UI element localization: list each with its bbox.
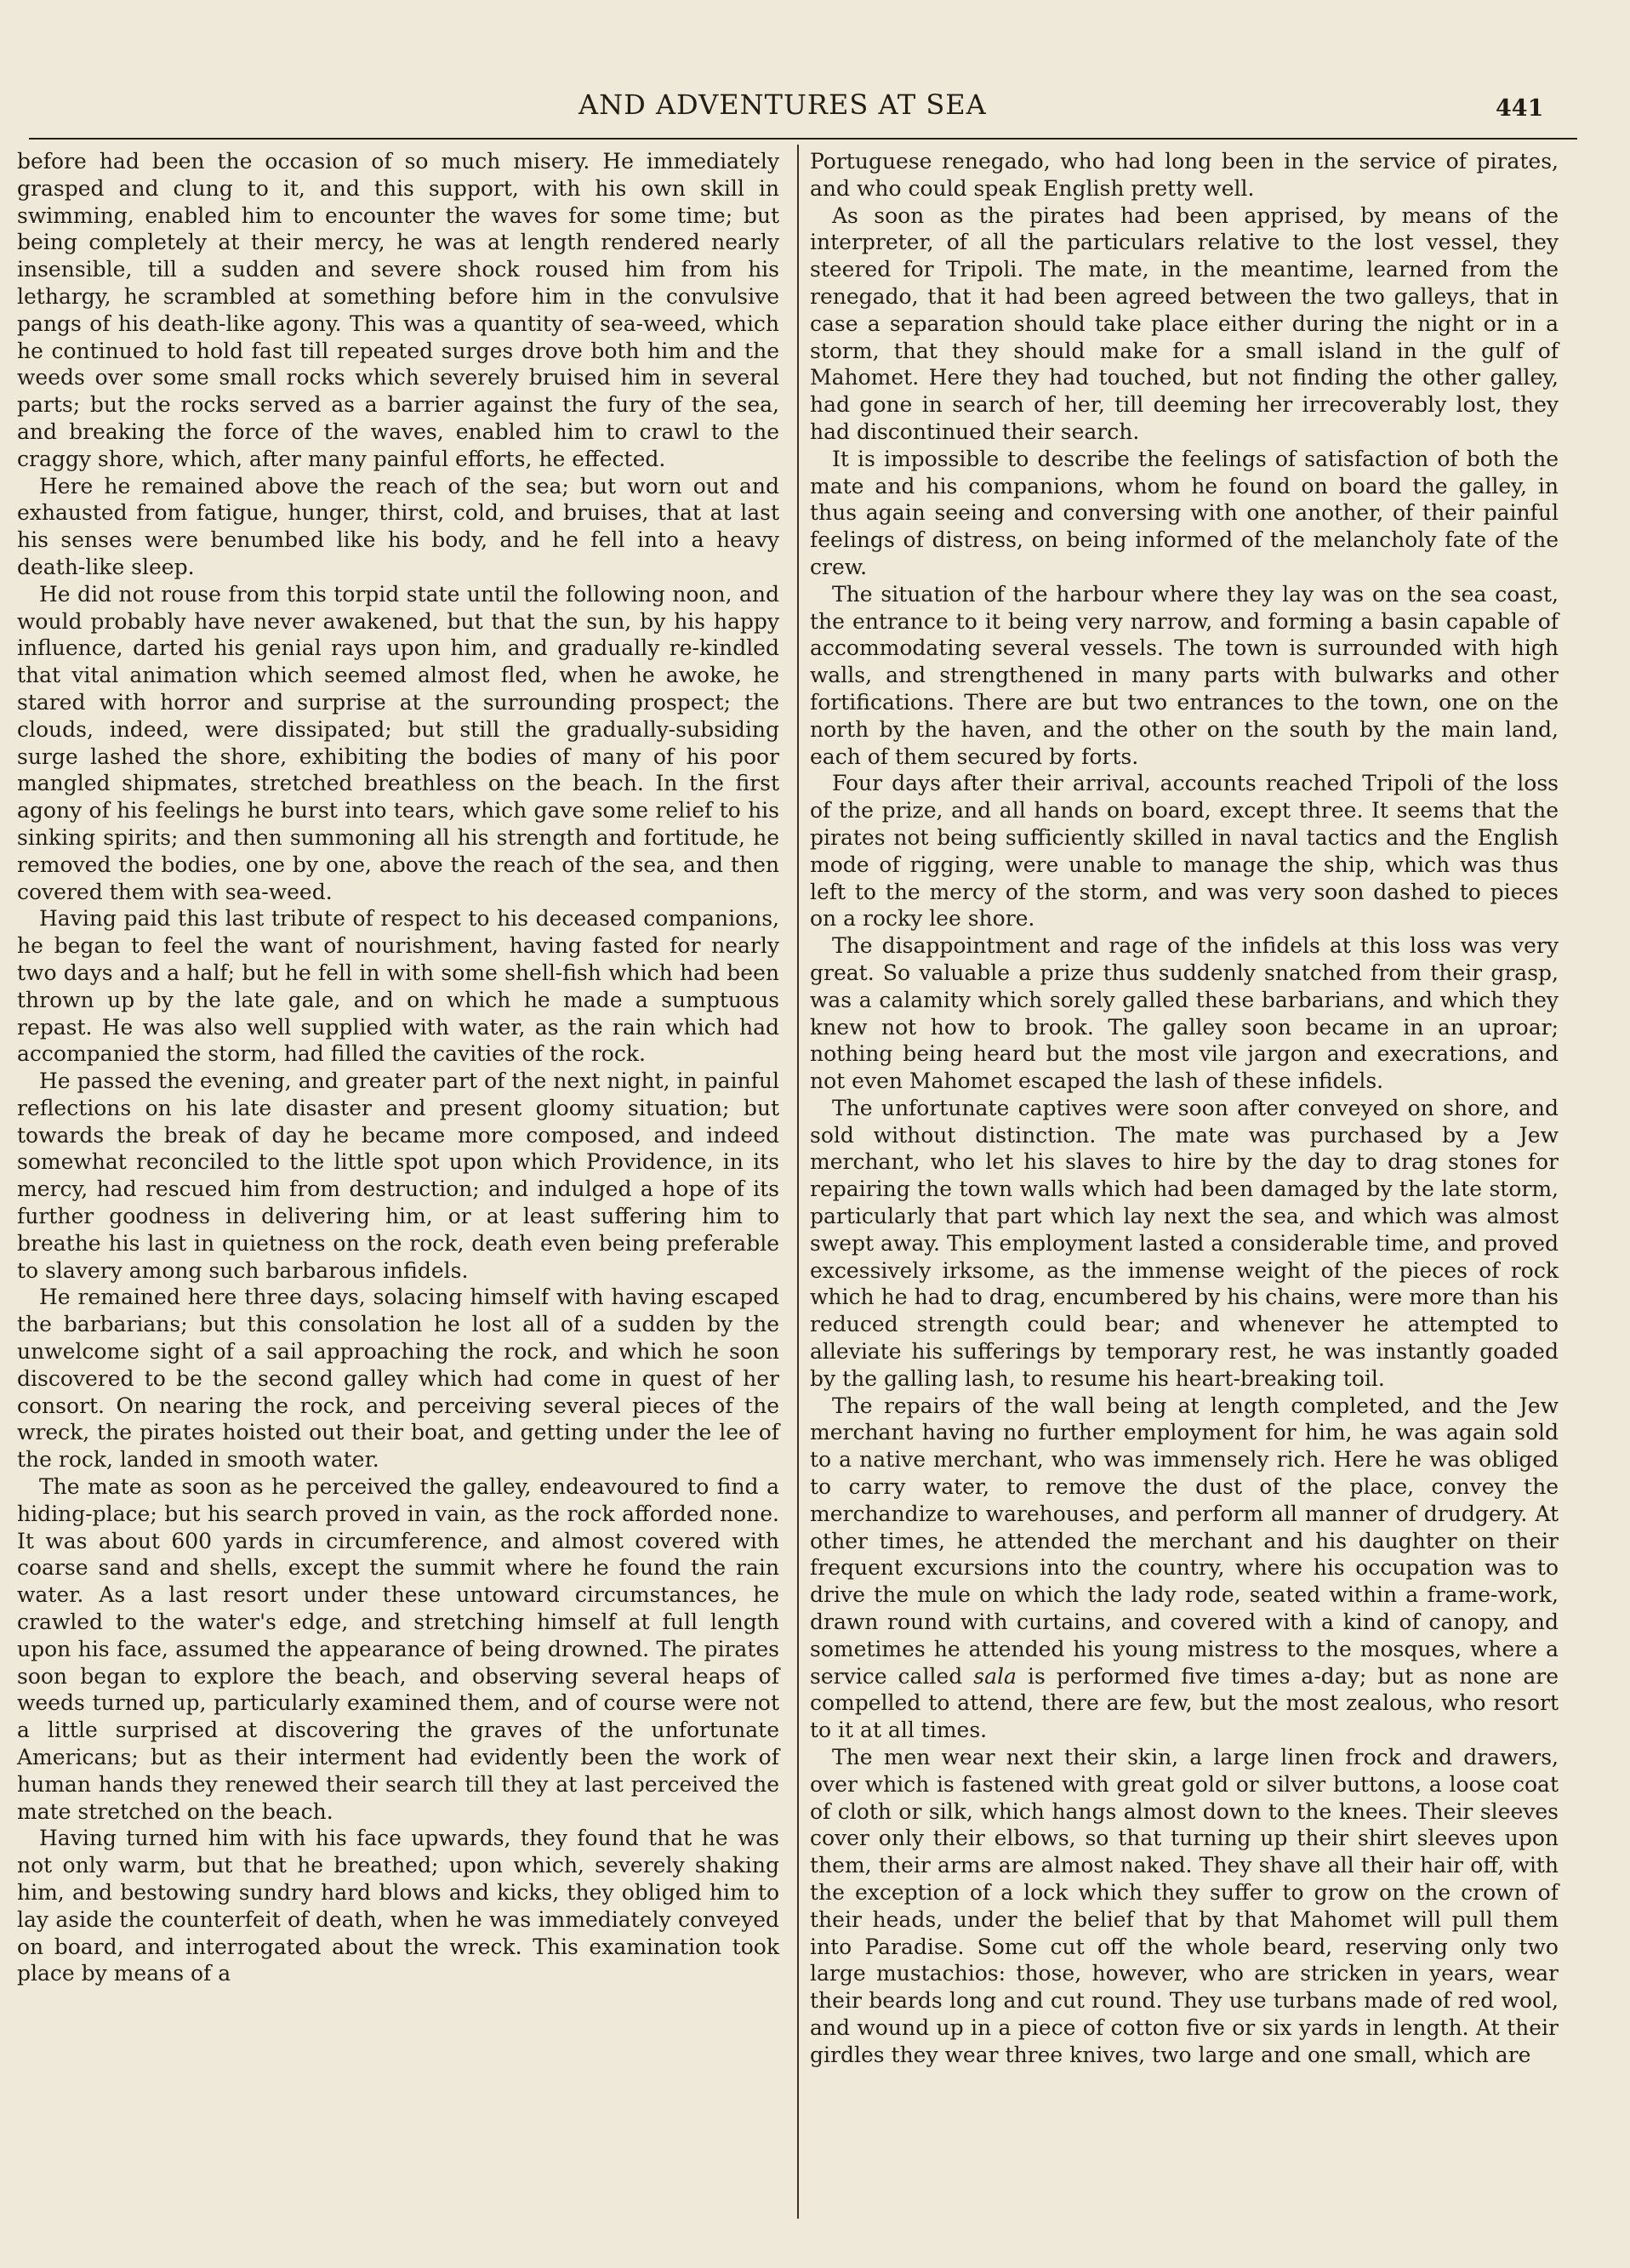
paragraph: He did not rouse from this torpid state until the following noon, and would probably have never awakened, but that the sun, by his happy influence, darted his genial rays upon him, and gradually re-kindled that vital animation which seemed almost fled, when he awoke, he stared with horror and surprise at the surrounding prospect; the clouds, indeed, were dissipated; but still the gradually-subsiding surge lashed the shore, exhibiting the bodies of many of his poor mangled shipmates, stretched breathless on the beach. In the first agony of his feelings he burst into tears, which gave some relief to his sinking spirits; and then summoning all his strength and fortitude, he removed the bodies, one by one, above the reach of the sea, and then covered them with sea-weed. [17, 581, 779, 904]
paragraph: It is impossible to describe the feelings of satisfaction of both the mate and his companions, whom he found on board the galley, in thus again seeing and conversing with one another, of their painful feelings of distress, on being informed of the melancholy fate of the crew. [810, 446, 1559, 579]
paragraph: The situation of the harbour where they lay was on the sea coast, the entrance to it being very narrow, and forming a basin capable of accommodating several vessels. The town is surrounded with high walls, and strengthened in many parts with bulwarks and other fortifications. There are but two entrances to the town, one on the north by the haven, and the other on the south by the main land, each of them secured by forts. [810, 581, 1559, 769]
paragraph: He remained here three days, solacing himself with having escaped the barbarians; but this consolation he lost all of a sudden by the unwelcome sight of a sail approaching the rock, and which he soon discovered to be the second galley which had come in quest of her consort. On nearing the rock, and perceiving several pieces of the wreck, the pirates hoisted out their boat, and getting under the lee of the rock, landed in smooth water. [17, 1285, 779, 1473]
paragraph: Having turned him with his face upwards, they found that he was not only warm, but that he breathed; upon which, severely shaking him, and bestowing sundry hard blows and kicks, they obliged him to lay aside the counterfeit of death, when he was immediately conveyed on board, and interrogated about the wreck. This examination took place by means of a [17, 1826, 779, 1986]
paragraph: Having paid this last tribute of respect to his deceased companions, he began to feel the want of nourishment, having fasted for nearly two days and a half; but he fell in with some shell-fish which had been thrown up by the late gale, and on which he made a sumptuous repast. He was also well supplied with water, as the rain which had accompanied the storm, had filled the cavities of the rock. [17, 906, 779, 1067]
paragraph: Four days after their arrival, accounts reached Tripoli of the loss of the prize, and all hands on board, except three. It seems that the pirates not being sufficiently skilled in naval tactics and the English mode of rigging, were unable to manage the ship, which was thus left to the mercy of the storm, and was very soon dashed to pieces on a rocky lee shore. [810, 771, 1559, 932]
paragraph: He passed the evening, and greater part of the next night, in painful reflections on his late disaster and present gloomy situation; but towards the break of day he became more composed, and indeed somewhat reconciled to the little spot upon which Providence, in its mercy, had rescued him from destruction; and indulged a hope of its further goodness in delivering him, or at least suffering him to breathe his last in quietness on the rock, death even being preferable to slavery among such barbarous infidels. [17, 1068, 779, 1283]
paragraph: The disappointment and rage of the infidels at this loss was very great. So valuable a prize thus suddenly snatched from their grasp, was a calamity which sorely galled these barbarians, and which they knew not how to brook. The galley soon became in an uproar; nothing being heard but the most vile jargon and execrations, and not even Mahomet escaped the lash of these infidels. [810, 933, 1559, 1094]
running-title: AND ADVENTURES AT SEA [578, 88, 987, 121]
left-column [17, 148, 779, 1987]
paragraph: As soon as the pirates had been apprised, by means of the interpreter, of all the particulars relative to the lost vessel, they steered for Tripoli. The mate, in the meantime, learned from the renegado, that it had been agreed between the two galleys, that in case a separation should take place either during the night or in a storm, that they should make for a small island in the gulf of Mahomet. Here they had touched, but not finding the other galley, had gone in search of her, till deeming her irrecoverably lost, they had discontinued their search. [810, 202, 1559, 444]
paragraph [810, 1393, 1559, 1744]
header-rule [29, 138, 1577, 140]
paragraph-text: The repairs of the wall being at length completed, and the Jew merchant having no further employment for him, he was again sold to a native merchant, who was immensely rich. Here he was obliged to carry water, to remove the dust of the place, convey the merchandize to warehouses, and perform all manner of drudgery. At other times, he attended the merchant and his daughter on their frequent excursions into the country, where his occupation was to drive the mule on which the lady rode, seated within a frame-work, drawn round with curtains, and covered with a kind of canopy, and sometimes he attended his young mistress to the mosques, where a service called [810, 1393, 1559, 1689]
page-number: 441 [1496, 95, 1544, 122]
paragraph: before had been the occasion of so much misery. He immediately grasped and clung to it, and this support, with his own skill in swimming, enabled him to encounter the waves for some time; but being completely at their mercy, he was at length rendered nearly insensible, till a sudden and severe shock roused him from his lethargy, he scrambled at something before him in the convulsive pangs of his death-like agony. This was a quantity of sea-weed, which he continued to hold fast till repeated surges drove both him and the weeds over some small rocks which severely bruised him in several parts; but the rocks served as a barrier against the fury of the sea, and breaking the force of the waves, enabled him to crawl to the craggy shore, which, after many painful efforts, he effected. [17, 149, 779, 471]
paragraph: The men wear next their skin, a large linen frock and drawers, over which is fastened with great gold or silver buttons, a loose coat of cloth or silk, which hangs almost down to the knees. Their sleeves cover only their elbows, so that turning up their shirt sleeves upon them, their arms are almost naked. They shave all their hair off, with the exception of a lock which they suffer to grow on the crown of their heads, under the belief that by that Mahomet will pull them into Paradise. Some cut off the whole beard, reserving only two large mustachios: those, however, who are stricken in years, wear their beards long and cut round. They use turbans made of red wool, and wound up in a piece of cotton five or six yards in length. At their girdles they wear three knives, two large and one small, which are [810, 1745, 1559, 2067]
paragraph: Portuguese renegado, who had long been in the service of pirates, and who could speak English pretty well. [810, 149, 1559, 201]
right-column [810, 148, 1559, 2069]
column-divider [797, 145, 799, 2219]
paragraph-text: is performed five times a-day; but as none are compelled to attend, there are few, but the most zealous, who resort to it at all times. [810, 1663, 1559, 1743]
italic-term: sala [973, 1663, 1017, 1689]
paragraph: The unfortunate captives were soon after conveyed on shore, and sold without distinction. The mate was purchased by a Jew merchant, who let his slaves to hire by the day to drag stones for repairing the town walls which had been damaged by the late storm, particularly that part which lay next the sea, and which was almost swept away. This employment lasted a considerable time, and proved excessively irksome, as the immense weight of the pieces of rock which he had to drag, encumbered by his chains, were more than his reduced strength could bear; and whenever he attempted to alleviate his sufferings by temporary rest, he was instantly goaded by the galling lash, to resume his heart-breaking toil. [810, 1095, 1559, 1391]
paragraph: Here he remained above the reach of the sea; but worn out and exhausted from fatigue, hunger, thirst, cold, and bruises, that at last his senses were benumbed like his body, and he fell into a heavy death-like sleep. [17, 473, 779, 579]
paragraph: The mate as soon as he perceived the galley, endeavoured to find a hiding-place; but his search proved in vain, as the rock afforded none. It was about 600 yards in circumference, and almost covered with coarse sand and shells, except the summit where he found the rain water. As a last resort under these untoward circumstances, he crawled to the water's edge, and stretching himself at full length upon his face, assumed the appearance of being drowned. The pirates soon began to explore the beach, and observing several heaps of weeds turned up, particularly examined them, and of course were not a little surprised at discovering the graves of the unfortunate Americans; but as their interment had evidently been the work of human hands they renewed their search till they at last perceived the mate stretched on the beach. [17, 1474, 779, 1824]
